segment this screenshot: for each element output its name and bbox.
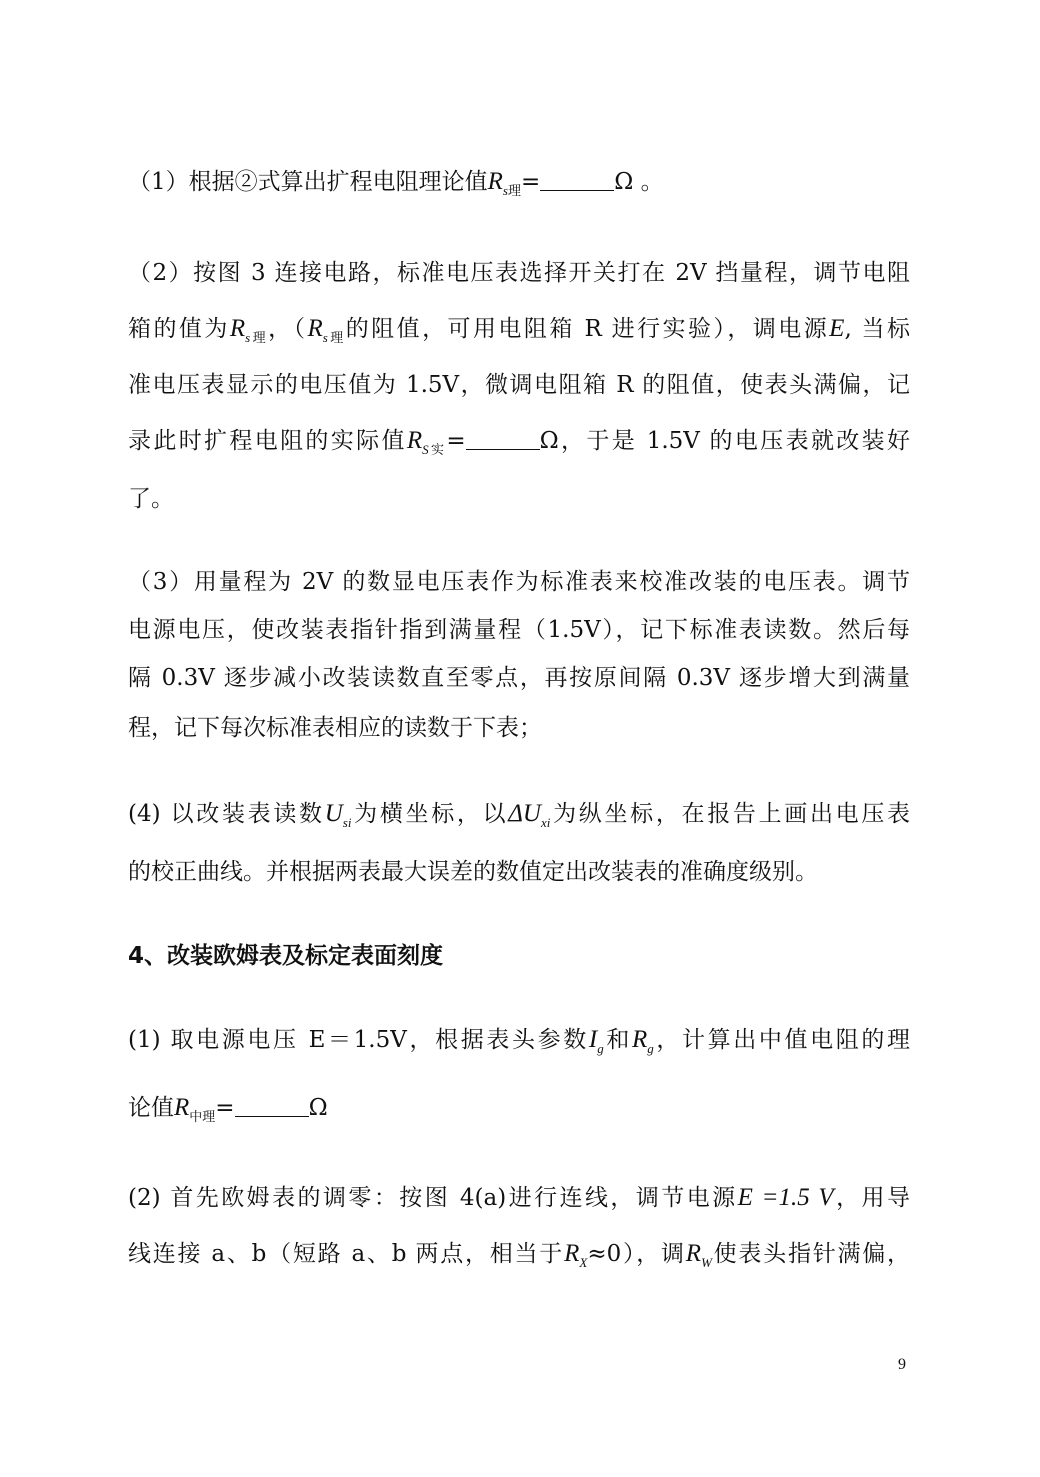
var-U: U bbox=[324, 800, 343, 827]
text: Ω，于是 1.5V 的电压表就改装好 bbox=[539, 428, 910, 454]
text: ，计算出中值电阻的理 bbox=[653, 1027, 911, 1053]
para-4-line-1 bbox=[128, 799, 910, 838]
text: (2) 首先欧姆表的调零：按图 4(a)进行连线，调节电源 bbox=[128, 1185, 738, 1211]
para-2-line-3: 准电压表显示的电压值为 1.5V，微调电阻箱 R 的阻值，使表头满偏，记 bbox=[128, 372, 910, 398]
var-E-value: E =1.5 V bbox=[737, 1184, 834, 1211]
sub-s: s bbox=[245, 330, 251, 345]
var-E: E bbox=[829, 315, 845, 342]
para-2-line-4 bbox=[128, 426, 910, 466]
text: 和 bbox=[603, 1027, 632, 1053]
var-R: R bbox=[174, 1094, 190, 1121]
var-delta-U: ΔU bbox=[508, 800, 541, 827]
text: , 当标 bbox=[844, 316, 910, 342]
var-R: R bbox=[307, 315, 323, 342]
para-2-line-5: 了。 bbox=[128, 486, 174, 512]
equals: = bbox=[446, 428, 466, 454]
sec-1-line-2 bbox=[128, 1093, 328, 1133]
equals: = bbox=[521, 169, 541, 195]
para-3-line-1: （3）用量程为 2V 的数显电压表作为标准表来校准改装的电压表。调节 bbox=[128, 569, 910, 595]
page-number: 9 bbox=[898, 1356, 906, 1373]
para-4-line-2: 的校正曲线。并根据两表最大误差的数值定出改装表的准确度级别。 bbox=[128, 859, 818, 885]
text: 为纵坐标，在报告上画出电压表 bbox=[550, 801, 910, 827]
var-R: R bbox=[229, 315, 246, 342]
sub-li: 理 bbox=[507, 184, 521, 199]
var-R: R bbox=[564, 1240, 580, 1267]
sub-g: g bbox=[597, 1041, 604, 1056]
sub-xi: xi bbox=[540, 815, 551, 830]
sub-W: W bbox=[701, 1255, 712, 1270]
text: ），调 bbox=[621, 1241, 686, 1267]
sec-1-line-1 bbox=[128, 1025, 910, 1064]
section-heading: 4、改装欧姆表及标定表面刻度 bbox=[128, 943, 444, 969]
para-3-line-2: 电源电压，使改装表指针指到满量程（1.5V），记下标准表读数。然后每 bbox=[128, 617, 910, 643]
text: ，用导 bbox=[833, 1185, 910, 1211]
answer-blank bbox=[540, 170, 614, 191]
sub-shi: 实 bbox=[428, 443, 447, 458]
sub-zhongli: 中理 bbox=[189, 1110, 216, 1125]
var-R: R bbox=[487, 168, 503, 195]
text: 论值 bbox=[128, 1095, 174, 1121]
para-3-line-3: 隔 0.3V 逐步减小改装读数直至零点，再按原间隔 0.3V 逐步增大到满量 bbox=[128, 665, 910, 691]
text: ，（ bbox=[268, 316, 308, 342]
sub-s: s bbox=[502, 183, 508, 198]
sub-g: g bbox=[647, 1041, 654, 1056]
para-1-line-1 bbox=[128, 167, 664, 207]
text: （1）根据②式算出扩程电阻理论值 bbox=[128, 169, 488, 195]
sub-S: S bbox=[422, 442, 429, 457]
sub-li: 理 bbox=[250, 331, 269, 346]
sub-li: 理 bbox=[327, 331, 346, 346]
text: 箱的值为 bbox=[128, 316, 230, 342]
text: 为横坐标，以 bbox=[351, 801, 509, 827]
text: 使表头指针满偏， bbox=[711, 1241, 911, 1267]
sec-2-line-2 bbox=[128, 1239, 910, 1278]
sub-si: si bbox=[342, 815, 352, 830]
sub-s: s bbox=[322, 330, 328, 345]
omega-unit: Ω bbox=[308, 1095, 328, 1121]
text: (4) 以改装表读数 bbox=[128, 801, 325, 827]
para-3-line-4: 程，记下每次标准表相应的读数于下表； bbox=[128, 715, 542, 741]
text: 的阻值，可用电阻箱 R 进行实验），调电源 bbox=[345, 316, 830, 342]
equals: = bbox=[215, 1095, 235, 1121]
var-R: R bbox=[685, 1240, 702, 1267]
approx-zero: ≈0 bbox=[587, 1241, 622, 1267]
text: 录此时扩程电阻的实际值 bbox=[128, 428, 407, 454]
para-2-line-2 bbox=[128, 314, 910, 354]
text: 线连接 a、b（短路 a、b 两点，相当于 bbox=[128, 1241, 565, 1267]
answer-blank bbox=[235, 1096, 309, 1117]
var-R: R bbox=[406, 427, 423, 454]
sub-X: X bbox=[579, 1255, 588, 1270]
omega-unit: Ω 。 bbox=[614, 169, 664, 195]
sec-2-line-1 bbox=[128, 1183, 910, 1213]
answer-blank bbox=[466, 429, 540, 450]
text: (1) 取电源电压 E＝1.5V，根据表头参数 bbox=[128, 1027, 589, 1053]
var-R: R bbox=[631, 1026, 648, 1053]
para-2-line-1: （2）按图 3 连接电路，标准电压表选择开关打在 2V 挡量程，调节电阻 bbox=[128, 260, 910, 286]
var-I: I bbox=[588, 1026, 598, 1053]
